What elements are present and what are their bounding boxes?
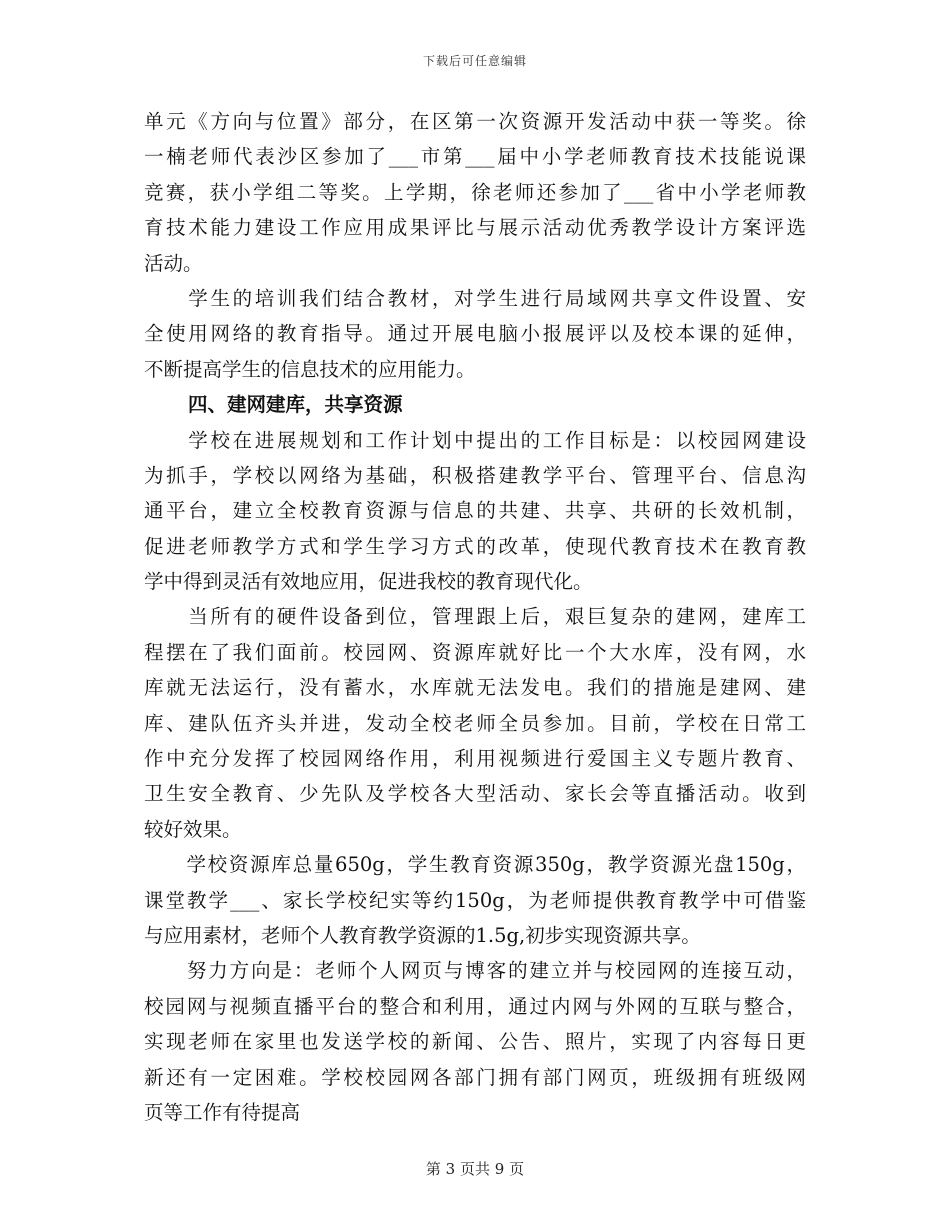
text-line: 作中充分发挥了校园网络作用，利用视频进行爱国主义专题片教育、 [144,747,806,771]
text-line: 校园网与视频直播平台的整合和利用，通过内网与外网的互联与整合， [144,994,806,1018]
text-line: 学校资源库总量650g，学生教育资源350g，教学资源光盘150g， [144,853,806,877]
text-line: 学生的培训我们结合教材，对学生进行局域网共享文件设置、安 [144,286,806,310]
text-line: 程摆在了我们面前。校园网、资源库就好比一个大水库，没有网，水 [144,640,806,664]
text-line: 不断提高学生的信息技术的应用能力。 [144,357,476,381]
text-line: 通平台，建立全校教育资源与信息的共建、共享、共研的长效机制， [144,499,806,523]
document-body [144,104,806,1130]
text-line: 课堂教学___、家长学校纪实等约150g，为老师提供教育教学中可借鉴 [144,888,806,912]
text-line: 学中得到灵活有效地应用，促进我校的教育现代化。 [144,570,593,594]
text-line: 当所有的硬件设备到位，管理跟上后，艰巨复杂的建网，建库工 [144,605,806,629]
text-line: 促进老师教学方式和学生学习方式的改革，使现代教育技术在教育教 [144,534,806,558]
text-line: 努力方向是：老师个人网页与博客的建立并与校园网的连接互动， [144,959,806,983]
text-line: 页等工作有待提高 [144,1100,301,1124]
text-line: 与应用素材，老师个人教育教学资源的1.5g,初步实现资源共享。 [144,923,701,947]
text-line: 一楠老师代表沙区参加了___市第___届中小学老师教育技术技能说课 [144,145,806,169]
text-line: 学校在进展规划和工作计划中提出的工作目标是：以校园网建设 [144,428,806,452]
text-line: 库就无法运行，没有蓄水，水库就无法发电。我们的措施是建网、建 [144,676,806,700]
text-line: 实现老师在家里也发送学校的新闻、公告、照片，实现了内容每日更 [144,1030,806,1054]
text-line: 库、建队伍齐头并进，发动全校老师全员参加。目前，学校在日常工 [144,711,806,735]
text-line: 单元《方向与位置》部分，在区第一次资源开发活动中获一等奖。徐 [144,110,806,133]
text-line: 较好效果。 [144,817,242,841]
page-header: 下载后可任意编辑 [422,54,527,68]
text-line: 竞赛，获小学组二等奖。上学期，徐老师还参加了___省中小学老师教 [144,180,806,204]
section-heading: 四、建网建库，共享资源 [188,393,403,417]
text-line: 全使用网络的教育指导。通过开展电脑小报展评以及校本课的延伸， [144,322,806,346]
text-line: 活动。 [144,251,203,275]
text-line: 为抓手，学校以网络为基础，积极搭建教学平台、管理平台、信息沟 [144,463,806,487]
page-number: 第 3 页共 9 页 [425,1160,525,1178]
text-line: 育技术能力建设工作应用成果评比与展示活动优秀教学设计方案评选 [144,216,806,240]
text-line: 新还有一定困难。学校校园网各部门拥有部门网页，班级拥有班级网 [144,1065,806,1089]
text-line: 卫生安全教育、少先队及学校各大型活动、家长会等直播活动。收到 [144,782,806,806]
